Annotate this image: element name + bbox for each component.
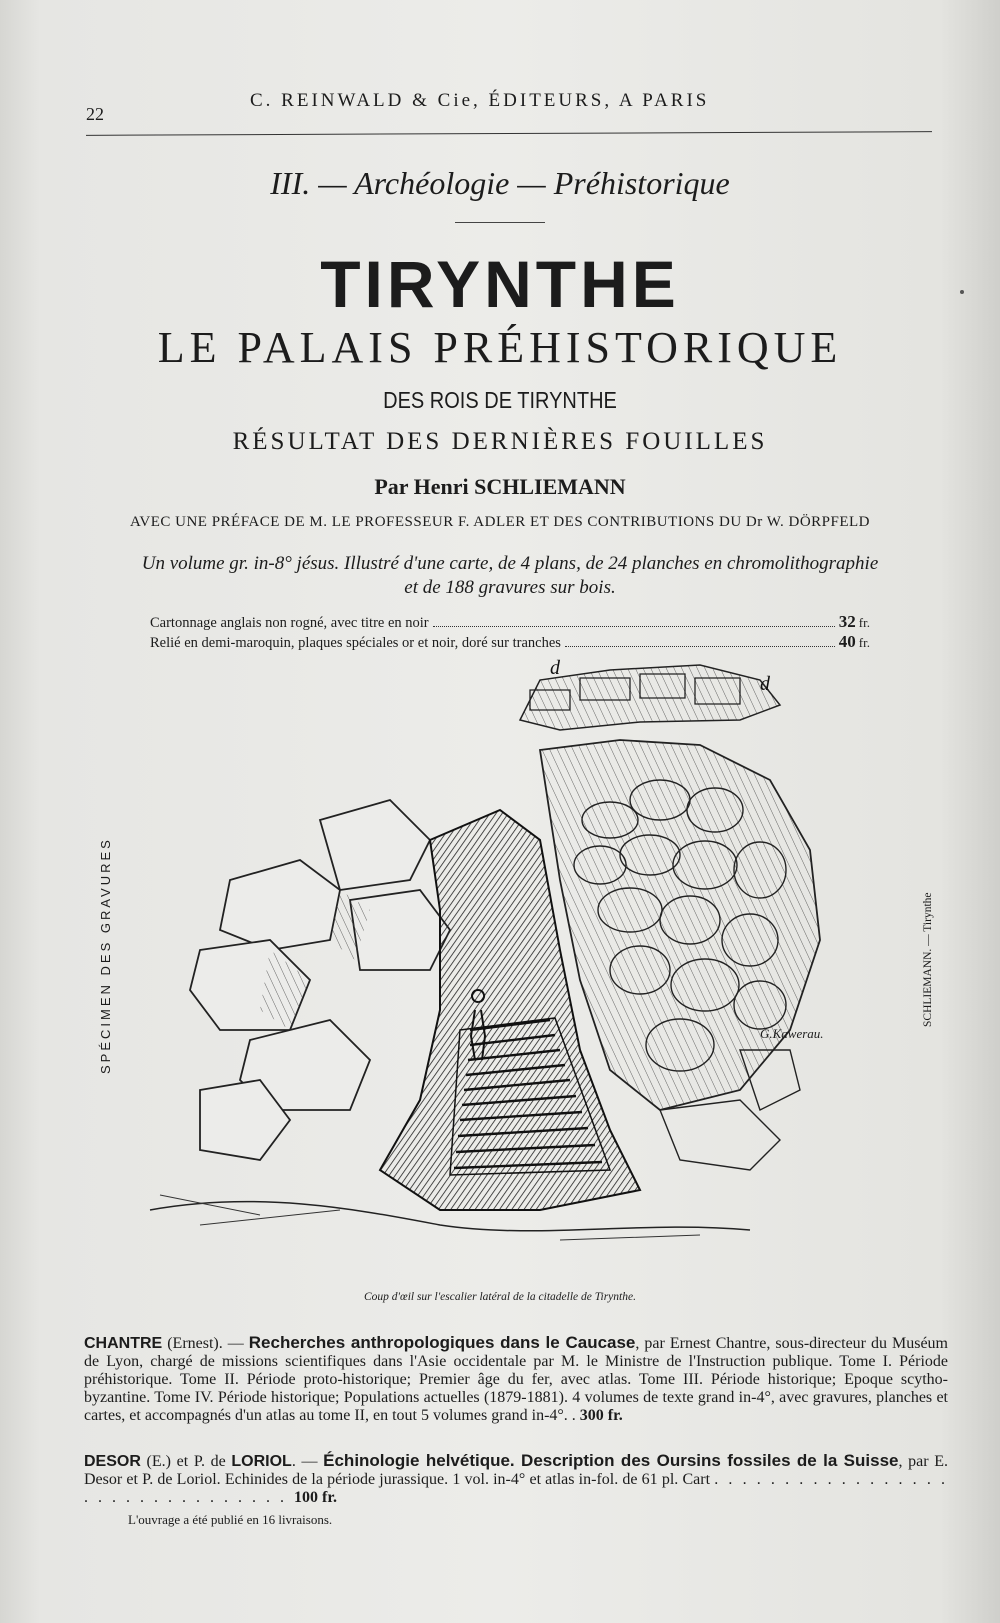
plate-source-label: SCHLIEMANN. — Tirynthe <box>922 892 934 1028</box>
price-label: Relié en demi-maroquin, plaques spéciales or et noir, doré sur tranches <box>150 635 561 651</box>
mark-d-left: d <box>550 657 560 679</box>
price-label: Cartonnage anglais non rogné, avec titre en noir <box>150 615 429 631</box>
entry-author: DESOR <box>84 1453 141 1470</box>
leader-dots: . . . . . . . . . . . . . . . . . . . . . . . . . . . . . . . . <box>84 1471 949 1506</box>
entry-author-rest: (E.) et P. de <box>140 1453 232 1470</box>
price-amount: 40 <box>838 632 856 651</box>
price-unit: fr. <box>858 635 870 650</box>
entry-separator: . — <box>291 1453 324 1470</box>
print-speck <box>960 290 964 294</box>
page-number: 22 <box>86 104 104 124</box>
entry-text: , par E. Desor et P. de Loriol. Echinides de la période jurassique. 1 vol. in-4° et atlas in-fol. de 61 pl. Cart <box>84 1453 949 1488</box>
leader-dots <box>565 646 835 647</box>
staircase-engraving <box>140 650 940 1270</box>
entry-title: Recherches anthropologiques dans le Caucase <box>248 1333 636 1352</box>
book-subtitle-secondary: DES ROIS DE TIRYNTHE <box>383 388 617 414</box>
volume-line-1: Un volume gr. in-8° jésus. Illustré d'une carte, de 4 plans, de 24 planches en chromolithographie <box>141 553 879 574</box>
entry-text: , par Ernest Chantre, sous-directeur du Muséum de Lyon, chargé de missions scientifiques dans l'Asie occidentale par M. le Ministre de l'Instruction publique. Tome I. Période préhistorique. Tome II. Période proto-historique; Premier âge du fer, avec atlas. Tome III. Période historique; Epoque scytho-byzantine. Tome IV. Période historique; Populations actuelles (1879-1881). 4 volumes de texte grand in-4°, avec gravures, planches et cartes, et accompagnés d'un atlas au tome II, en tout 5 volumes grand in-4°. . <box>84 1335 949 1424</box>
volume-line-2: et de 188 gravures sur bois. <box>404 577 616 598</box>
section-title: III. — Archéologie — Préhistorique <box>270 165 730 201</box>
entry-price: 300 fr. <box>579 1407 623 1424</box>
book-author: Par Henri SCHLIEMANN <box>374 474 626 499</box>
entry-title: Échinologie helvétique. Description des Oursins fossiles de la Suisse <box>323 1451 899 1470</box>
price-row <box>150 632 870 652</box>
entry-author-rest: (Ernest). — <box>162 1335 249 1352</box>
illustration-caption: Coup d'œil sur l'escalier latéral de la citadelle de Tirynthe. <box>364 1291 636 1303</box>
entry-coauthor: LORIOL <box>231 1453 292 1470</box>
header-rule <box>86 131 932 136</box>
book-title: TIRYNTHE <box>320 247 680 321</box>
publication-note: L'ouvrage a été publié en 16 livraisons. <box>128 1512 333 1527</box>
price-amount: 32 <box>838 612 856 631</box>
mark-d-right: d <box>760 673 770 695</box>
catalogue-entry <box>84 1452 948 1507</box>
price-row <box>150 612 870 632</box>
running-head: C. REINWALD & Cie, ÉDITEURS, A PARIS <box>250 90 710 111</box>
book-preface-credit: AVEC UNE PRÉFACE DE M. LE PROFESSEUR F. ADLER ET DES CONTRIBUTIONS DU Dr W. DÖRPFELD <box>129 514 871 530</box>
book-subtitle: LE PALAIS PRÉHISTORIQUE <box>157 323 843 372</box>
artist-signature: G.Kawerau. <box>760 1026 824 1041</box>
title-divider <box>455 222 545 223</box>
volume-description <box>80 552 940 600</box>
catalogue-entry <box>84 1334 948 1425</box>
entry-price: 100 fr. <box>294 1489 337 1506</box>
entry-author: CHANTRE <box>84 1335 163 1352</box>
book-subtitle-results: RÉSULTAT DES DERNIÈRES FOUILLES <box>232 428 768 455</box>
price-unit: fr. <box>858 615 870 630</box>
leader-dots <box>433 626 835 627</box>
specimen-label: SPÉCIMEN DES GRAVURES <box>98 837 113 1075</box>
